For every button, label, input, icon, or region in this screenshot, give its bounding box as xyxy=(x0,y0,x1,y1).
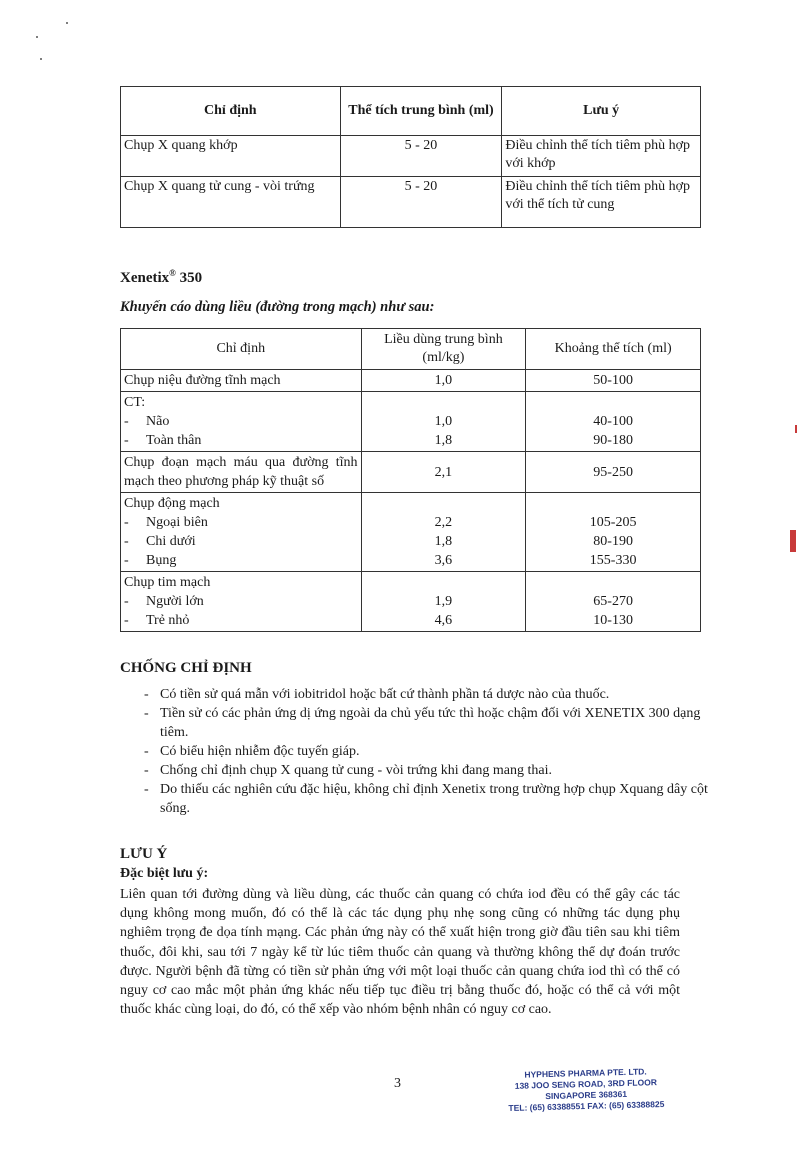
registered-mark: ® xyxy=(169,268,176,278)
table-row xyxy=(121,392,701,452)
table-cell: 5 - 20 xyxy=(340,136,502,177)
warnings-title: LƯU Ý xyxy=(120,846,168,862)
range-cell: 50-100 xyxy=(526,370,701,392)
group-title: Chụp động mạch xyxy=(124,496,220,511)
table-row xyxy=(121,493,701,572)
table-header-cell: Khoảng thể tích (ml) xyxy=(526,329,701,370)
sub-item: - Bụng xyxy=(124,553,177,568)
scan-speck xyxy=(40,58,42,60)
table-cell: Chụp X quang tử cung - vòi trứng xyxy=(121,177,341,228)
table-header-cell: Thể tích trung bình (ml) xyxy=(340,87,502,136)
group-title: CT: xyxy=(124,395,146,410)
scan-edge-mark xyxy=(795,425,797,433)
sub-item: - Chi dưới xyxy=(124,534,196,549)
list-item: - Tiền sử có các phản ứng dị ứng ngoài da chủ yếu tức thì hoặc chậm đối với XENETIX 300 dạng tiêm. xyxy=(140,704,710,742)
table-cell: Chụp X quang khớp xyxy=(121,136,341,177)
table-header-cell: Liều dùng trung bình (ml/kg) xyxy=(361,329,526,370)
dose-cell: 1,0 xyxy=(361,370,526,392)
scan-speck xyxy=(36,36,38,38)
dosing-heading: Khuyến cáo dùng liều (đường trong mạch) như sau: xyxy=(120,299,435,315)
table-cell: Điều chỉnh thể tích tiêm phù hợp với khớp xyxy=(502,136,701,177)
group-title: Chụp tim mạch xyxy=(124,575,211,590)
indication-cell: Chụp đoạn mạch máu qua đường tĩnh mạch theo phương pháp kỹ thuật số xyxy=(121,452,362,493)
table-row xyxy=(121,136,701,177)
table-row xyxy=(121,452,701,493)
list-item: - Có biểu hiện nhiễm độc tuyến giáp. xyxy=(140,742,710,761)
product-name: Xenetix xyxy=(120,270,170,286)
scan-speck xyxy=(66,22,68,24)
table-header-row xyxy=(121,329,701,370)
sub-item: - Toàn thân xyxy=(124,433,202,448)
range-cell: 65-270 10-130 xyxy=(526,572,701,632)
indication-cell xyxy=(121,493,362,572)
list-item: - Do thiếu các nghiên cứu đặc hiệu, không chỉ định Xenetix trong trường hợp chụp Xquang dây cột sống. xyxy=(140,780,710,818)
indication-cell: Chụp niệu đường tĩnh mạch xyxy=(121,370,362,392)
scan-edge-mark xyxy=(790,530,796,552)
dose-cell: 1,0 1,8 xyxy=(361,392,526,452)
table-header-row xyxy=(121,87,701,136)
table-row xyxy=(121,370,701,392)
table-cell: 5 - 20 xyxy=(340,177,502,228)
sub-item: - Ngoại biên xyxy=(124,515,208,530)
dose-cell: 2,2 1,8 3,6 xyxy=(361,493,526,572)
product-heading xyxy=(120,268,202,287)
sub-item: - Não xyxy=(124,414,170,429)
range-cell: 95-250 xyxy=(526,452,701,493)
range-cell: 105-205 80-190 155-330 xyxy=(526,493,701,572)
table-row xyxy=(121,572,701,632)
list-item: - Chống chỉ định chụp X quang tử cung - vòi trứng khi đang mang thai. xyxy=(140,761,710,780)
table-cell: Điều chỉnh thể tích tiêm phù hợp với thể tích tử cung xyxy=(502,177,701,228)
company-stamp: HYPHENS PHARMA PTE. LTD. 138 JOO SENG ROAD, 3RD FLOOR SINGAPORE 368361 TEL: (65) 63388551 FAX: (65) 63388825 xyxy=(508,1066,665,1114)
volume-table xyxy=(120,86,701,228)
contraindications-title: CHỐNG CHỈ ĐỊNH xyxy=(120,660,252,676)
table-row xyxy=(121,177,701,228)
dose-cell: 1,9 4,6 xyxy=(361,572,526,632)
page-number: 3 xyxy=(394,1076,401,1091)
dosing-table xyxy=(120,328,701,632)
sub-item: - Người lớn xyxy=(124,594,204,609)
indication-cell xyxy=(121,392,362,452)
table-header-cell: Chỉ định xyxy=(121,329,362,370)
sub-item: - Trẻ nhỏ xyxy=(124,613,190,628)
table-header-cell: Lưu ý xyxy=(502,87,701,136)
product-strength: 350 xyxy=(179,270,203,286)
dose-cell: 2,1 xyxy=(361,452,526,493)
contraindications-list xyxy=(140,685,710,818)
range-cell: 40-100 90-180 xyxy=(526,392,701,452)
indication-cell xyxy=(121,572,362,632)
table-header-cell: Chỉ định xyxy=(121,87,341,136)
warnings-paragraph: Liên quan tới đường dùng và liều dùng, các thuốc cản quang có chứa iod đều có thể gây các tác dụng không mong muốn, đó có thể là các tác dụng phụ nhẹ song cũng có những tác dụng phụ nghiêm trọng đe dọa tính mạng. Các phản ứng này có thể xuất hiện trong giờ đầu tiên sau khi tiêm thuốc, đôi khi, sau tới 7 ngày kể từ lúc tiêm thuốc cản quang và thường không thể dự đoán trước được. Người bệnh đã từng có tiền sử phản ứng với một loại thuốc cản quang chứa iod thì có thể có nguy cơ cao mắc một phản ứng khác nếu tiếp tục điều trị bằng thuốc đó, hoặc có thể cả với một thuốc khác cùng loại, do đó, có thể xếp vào nhóm bệnh nhân có nguy cơ cao. xyxy=(120,887,680,1018)
list-item: - Có tiền sử quá mẫn với iobitridol hoặc bất cứ thành phần tá dược nào của thuốc. xyxy=(140,685,710,704)
warnings-subtitle: Đặc biệt lưu ý: xyxy=(120,866,209,881)
